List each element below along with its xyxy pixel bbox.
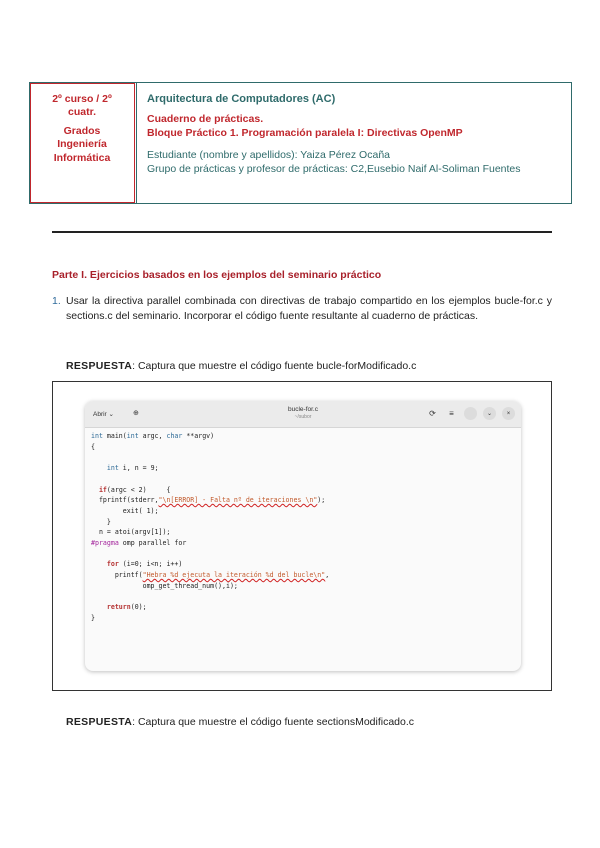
code-line: } xyxy=(91,517,111,526)
code-token: i, n = 9; xyxy=(118,464,159,473)
code-token: int xyxy=(91,432,103,440)
cuaderno-line-1: Cuaderno de prácticas. xyxy=(147,113,264,125)
degree-line-3: Informática xyxy=(53,151,111,164)
group-info: Grupo de prácticas y profesor de prácticas: C2,Eusebio Naif Al-Soliman Fuentes xyxy=(147,162,521,175)
respuesta-text: : Captura que muestre el código fuente sectionsModificado.c xyxy=(132,716,415,728)
code-token: return xyxy=(106,603,131,612)
code-token: fprintf(stderr, xyxy=(91,496,159,505)
cuaderno-line-2: Bloque Práctico 1. Programación paralela I: Directivas OpenMP xyxy=(147,126,463,139)
code-token: (argc < 2) { xyxy=(106,485,171,494)
code-token: int xyxy=(126,432,139,440)
code-token: #pragma xyxy=(91,539,119,548)
minimize-icon[interactable] xyxy=(464,407,477,420)
respuesta-2 xyxy=(66,716,414,728)
editor-path: ~/subor xyxy=(294,414,312,420)
student-name: Estudiante (nombre y apellidos): Yaiza Pérez Ocaña xyxy=(147,149,390,162)
course-title: Arquitectura de Computadores (AC) xyxy=(147,93,336,105)
code-line: { xyxy=(91,442,95,451)
code-area[interactable] xyxy=(91,431,515,624)
editor-titlebar xyxy=(85,401,521,428)
window-controls xyxy=(426,407,515,420)
question-1 xyxy=(52,294,552,324)
code-token: omp parallel for xyxy=(118,539,187,548)
code-string: "Hebra %d ejecuta la iteración %d del bucle\n" xyxy=(142,571,326,580)
code-token: main( xyxy=(102,432,127,440)
course-cell xyxy=(30,83,135,203)
question-text: Usar la directiva parallel combinada con directivas de trabajo compartido en los ejemplos bucle-for.c y sections.c del seminario. Incorporar el código fuente resultante al cuaderno de prácticas. xyxy=(66,295,552,322)
refresh-icon[interactable]: ⟳ xyxy=(429,409,436,418)
course-line-2: cuatr. xyxy=(67,106,96,119)
editor-filename: bucle-for.c xyxy=(288,406,318,413)
degree-line-1: Grados xyxy=(63,125,101,138)
close-icon[interactable]: × xyxy=(502,407,515,420)
info-cell xyxy=(136,83,571,203)
header-table xyxy=(29,82,572,204)
code-string: "\n[ERROR] - Falta nº de iteraciones \n" xyxy=(158,496,318,505)
code-line: } xyxy=(91,613,95,622)
code-token: if xyxy=(98,485,107,494)
respuesta-label: RESPUESTA xyxy=(66,360,133,372)
maximize-icon[interactable]: ⌄ xyxy=(483,407,496,420)
code-line: n = atoi(argv[1]); xyxy=(91,528,171,537)
code-token: printf( xyxy=(91,571,143,580)
code-token: int xyxy=(106,464,119,473)
respuesta-1 xyxy=(66,360,416,372)
open-button[interactable]: Abrir ⌄ xyxy=(93,411,114,418)
cuaderno-title xyxy=(147,113,561,140)
section-title: Parte I. Ejercicios basados en los ejemplos del seminario práctico xyxy=(52,269,382,281)
code-token: (0); xyxy=(130,603,147,612)
text-editor-window xyxy=(85,401,521,671)
degree-line-2: Ingeniería xyxy=(57,138,107,151)
code-token: **argv) xyxy=(182,432,215,440)
horizontal-rule xyxy=(52,231,552,233)
menu-icon[interactable]: ≡ xyxy=(449,409,454,418)
code-token: argc, xyxy=(138,432,167,440)
code-token: char xyxy=(166,432,183,440)
question-number: 1. xyxy=(52,295,61,307)
code-line: omp_get_thread_num(),i); xyxy=(91,581,238,590)
course-line-1: 2º curso / 2º xyxy=(52,93,112,105)
code-token: , xyxy=(325,571,330,580)
respuesta-text: : Captura que muestre el código fuente bucle-forModificado.c xyxy=(132,360,417,372)
code-token: ); xyxy=(317,496,326,505)
code-token: (i=0; i<n; i++) xyxy=(118,560,183,569)
pin-icon[interactable]: ⊕ xyxy=(133,410,139,417)
respuesta-label: RESPUESTA xyxy=(66,716,133,728)
code-line: exit( 1); xyxy=(91,506,159,515)
code-token: for xyxy=(106,560,119,569)
student-info xyxy=(147,149,561,176)
screenshot-frame xyxy=(52,381,552,691)
